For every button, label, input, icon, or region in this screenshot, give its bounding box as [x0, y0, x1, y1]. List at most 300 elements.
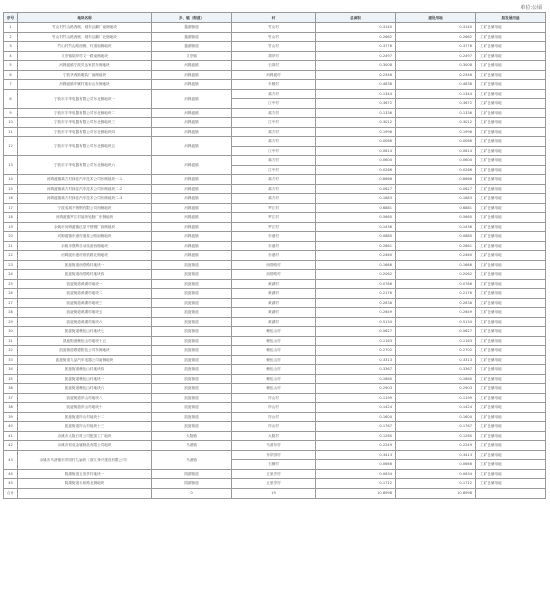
- row-index-cell: 30: [4, 327, 18, 337]
- parcel-name-cell: 河姆渡镇车厩村蜜岩山东侧地块: [18, 80, 152, 90]
- township-cell: 凯旋街道: [152, 289, 232, 299]
- construction-land-cell: 0.1604: [396, 412, 476, 422]
- row-index-cell: 42: [4, 441, 18, 451]
- total-area-cell: 0.4838: [316, 80, 396, 90]
- construction-land-cell: 0.0766: [396, 279, 476, 289]
- row-index-cell: 28: [4, 308, 18, 318]
- table-row: [4, 251, 546, 261]
- row-index-cell: 40: [4, 422, 18, 432]
- village-cell: 大隐村: [232, 431, 316, 441]
- construction-land-cell: 0.2702: [396, 346, 476, 356]
- village-cell: 赖伍山村: [232, 346, 316, 356]
- village-cell: 赖伍山村: [232, 336, 316, 346]
- parcel-name-cell: 河姆渡镇罗江村福荣轮胎厂东侧地块: [18, 213, 152, 223]
- table-row: [4, 175, 546, 185]
- table-row: [4, 51, 546, 61]
- row-index-cell: 4: [4, 51, 18, 61]
- total-township-cell: 0: [152, 488, 232, 498]
- village-cell: 马渚东村: [232, 441, 316, 451]
- total-area-cell: 0.2249: [316, 441, 396, 451]
- total-area-cell: 0.0880: [316, 232, 396, 242]
- total-village-cell: 19: [232, 488, 316, 498]
- table-header-row: [4, 13, 546, 23]
- table-row: [4, 412, 546, 422]
- township-cell: 慈湖街道: [152, 23, 232, 33]
- total-area-cell: 0.3313: [316, 355, 396, 365]
- parcel-name-cell: 凯旋街道岸山村地块十: [18, 403, 152, 413]
- planned-use-cell: 工矿仓储用地: [476, 194, 546, 204]
- table-row: [4, 156, 546, 166]
- total-area-cell: 0.3012: [316, 118, 396, 128]
- parcel-name-cell: 河姆渡镇翁方村绿佳汽车技术公司东侧地块二-2: [18, 184, 152, 194]
- planned-use-cell: 工矿仓储用地: [476, 289, 546, 299]
- table-row: [4, 222, 546, 232]
- header-township: 乡、镇（街道）: [152, 13, 232, 23]
- total-area-cell: 0.1996: [316, 127, 396, 137]
- village-cell: 五里亭村: [232, 469, 316, 479]
- parcel-name-cell: 河姆渡镇东港村港星公路南侧地块: [18, 232, 152, 242]
- total-area-cell: 0.5134: [316, 317, 396, 327]
- header-construction-land: 建设用地: [396, 13, 476, 23]
- parcel-name-cell: 宁波市宇华电器有限公司东北侧地块六: [18, 156, 152, 175]
- header-total-area: 总面积: [316, 13, 396, 23]
- total-area-cell: 0.2649: [316, 308, 396, 318]
- total-area-cell: 0.0634: [316, 469, 396, 479]
- parcel-name-cell: 凯旋街道赖伍山村地块一: [18, 374, 152, 384]
- parcel-name-cell: 竹山村竹山路西侧、村道南侧地块: [18, 42, 152, 52]
- header-index: 序号: [4, 13, 18, 23]
- village-cell: 黄湖村: [232, 308, 316, 318]
- construction-land-cell: 0.0604: [396, 156, 476, 166]
- row-index-cell: 18: [4, 213, 18, 223]
- parcel-name-cell: 余姚市马渚镇东岸园村九扁块（浙江舜兴建设有限公司）: [18, 450, 152, 469]
- parcel-name-cell: 阴湖街道五里亭村地块一: [18, 469, 152, 479]
- parcel-name-cell: 凯旋街道赖伍山村地块四: [18, 365, 152, 375]
- total-area-cell: 0.1683: [316, 194, 396, 204]
- total-row-index-cell: 合计: [4, 488, 18, 498]
- row-index-cell: 45: [4, 479, 18, 489]
- township-cell: 凯旋街道: [152, 384, 232, 394]
- parcel-name-cell: 宁波市宇华电器有限公司东北侧地块四: [18, 127, 152, 137]
- village-cell: 翁方村: [232, 137, 316, 147]
- row-index-cell: 29: [4, 317, 18, 327]
- table-row: [4, 203, 546, 213]
- total-area-cell: 0.6666: [316, 175, 396, 185]
- total-area-cell: 0.5627: [316, 327, 396, 337]
- construction-land-cell: 0.3313: [396, 355, 476, 365]
- total-area-cell: 0.3776: [316, 42, 396, 52]
- table-row: [4, 184, 546, 194]
- parcel-name-cell: 凯旋街道黄湖村地块五: [18, 308, 152, 318]
- parcel-name-cell: 河姆渡镇宁波贝达家居东侧地块: [18, 61, 152, 71]
- planned-use-cell: 工矿仓储用地: [476, 327, 546, 337]
- table-row: [4, 308, 546, 318]
- row-index-cell: 24: [4, 270, 18, 280]
- table-row: [4, 479, 546, 489]
- township-cell: 凯旋街道: [152, 393, 232, 403]
- table-row: [4, 469, 546, 479]
- total-area-cell: 0.5660: [316, 213, 396, 223]
- total-area-cell: 0.1666: [316, 260, 396, 270]
- village-cell: 石横村: [232, 460, 316, 470]
- parcel-name-cell: 凯旋街道黄湖村地块一: [18, 279, 152, 289]
- construction-land-cell: 0.1712: [396, 479, 476, 489]
- township-cell: 凯旋街道: [152, 260, 232, 270]
- table-row: [4, 23, 546, 33]
- table-row: [4, 270, 546, 280]
- construction-land-cell: 0.1666: [396, 260, 476, 270]
- table-row: [4, 365, 546, 375]
- planned-use-cell: 工矿仓储用地: [476, 355, 546, 365]
- township-cell: 河姆渡镇: [152, 70, 232, 80]
- parcel-name-cell: 凯旋街道黄湖村地块六: [18, 317, 152, 327]
- construction-land-cell: 0.0634: [396, 469, 476, 479]
- parcel-name-cell: 余姚市强辉自动设备西侧地块: [18, 241, 152, 251]
- village-cell: 翁方村: [232, 108, 316, 118]
- total-area-cell: 0.1767: [316, 422, 396, 432]
- row-index-cell: 12: [4, 137, 18, 156]
- row-index-cell: 35: [4, 374, 18, 384]
- table-row: [4, 42, 546, 52]
- row-index-cell: 33: [4, 355, 18, 365]
- parcel-name-cell: 凯旋街道赖伍山村地块七: [18, 327, 152, 337]
- construction-land-cell: 0.0880: [396, 232, 476, 242]
- construction-land-cell: 0.1436: [396, 222, 476, 232]
- table-row: [4, 450, 546, 460]
- land-parcel-table: [3, 12, 546, 499]
- construction-land-cell: 0.2497: [396, 51, 476, 61]
- row-index-cell: 15: [4, 184, 18, 194]
- row-index-cell: 6: [4, 70, 18, 80]
- row-index-cell: 21: [4, 241, 18, 251]
- planned-use-cell: 工矿仓储用地: [476, 203, 546, 213]
- parcel-name-cell: 竹山村竹山路西侧、城东汉翻厂北侧地块: [18, 32, 152, 42]
- planned-use-cell: 工矿仓储用地: [476, 479, 546, 489]
- village-cell: 岸山村: [232, 393, 316, 403]
- table-body: [4, 23, 546, 499]
- planned-use-cell: 工矿仓储用地: [476, 393, 546, 403]
- unit-label: 单位:公顷: [520, 5, 542, 11]
- total-area-cell: 0.0266: [316, 165, 396, 175]
- parcel-name-cell: 凯旋街道黄湖村地块三: [18, 298, 152, 308]
- planned-use-cell: 工矿仓储用地: [476, 374, 546, 384]
- township-cell: 义亭镇: [152, 51, 232, 61]
- construction-land-cell: 0.2346: [396, 70, 476, 80]
- table-row: [4, 89, 546, 99]
- township-cell: 河姆渡镇: [152, 203, 232, 213]
- planned-use-cell: 工矿仓储用地: [476, 137, 546, 147]
- planned-use-cell: 工矿仓储用地: [476, 460, 546, 470]
- planned-use-cell: 工矿仓储用地: [476, 108, 546, 118]
- parcel-name-cell: 凯旋街道赖伍山村地块六: [18, 384, 152, 394]
- total-area-cell: 0.1424: [316, 403, 396, 413]
- planned-use-cell: 工矿仓储用地: [476, 308, 546, 318]
- township-cell: 河姆渡镇: [152, 127, 232, 137]
- planned-use-cell: 工矿仓储用地: [476, 61, 546, 71]
- construction-land-cell: 0.1767: [396, 422, 476, 432]
- construction-land-cell: 0.2249: [396, 441, 476, 451]
- row-index-cell: 11: [4, 127, 18, 137]
- township-cell: 阴湖街道: [152, 479, 232, 489]
- construction-land-cell: 0.2460: [396, 251, 476, 261]
- township-cell: 凯旋街道: [152, 336, 232, 346]
- township-cell: 河姆渡镇: [152, 137, 232, 156]
- village-cell: 东港村: [232, 251, 316, 261]
- planned-use-cell: 工矿仓储用地: [476, 441, 546, 451]
- village-cell: 罗江村: [232, 203, 316, 213]
- township-cell: 凯旋街道: [152, 346, 232, 356]
- construction-land-cell: 0.2903: [396, 384, 476, 394]
- village-cell: 罗江村: [232, 222, 316, 232]
- row-index-cell: 25: [4, 279, 18, 289]
- village-cell: 江中村: [232, 99, 316, 109]
- construction-land-cell: 0.1860: [396, 374, 476, 384]
- row-index-cell: 14: [4, 175, 18, 185]
- row-index-cell: 22: [4, 251, 18, 261]
- township-cell: 河姆渡镇: [152, 108, 232, 118]
- table-row: [4, 431, 546, 441]
- row-index-cell: 1: [4, 23, 18, 33]
- village-cell: 竹山村: [232, 23, 316, 33]
- total-area-cell: 0.2062: [316, 270, 396, 280]
- village-cell: 翁方村: [232, 175, 316, 185]
- township-cell: 凯旋街道: [152, 365, 232, 375]
- table-row: [4, 336, 546, 346]
- village-cell: 东岸园村: [232, 450, 316, 460]
- header-planned-use: 拟发展用途: [476, 13, 546, 23]
- total-area-cell: 0.3008: [316, 61, 396, 71]
- village-cell: 江中村: [232, 165, 316, 175]
- planned-use-cell: 工矿仓储用地: [476, 469, 546, 479]
- planned-use-cell: 工矿仓储用地: [476, 450, 546, 460]
- total-area-cell: 0.0766: [316, 279, 396, 289]
- village-cell: 罗江村: [232, 213, 316, 223]
- table-row: [4, 127, 546, 137]
- row-index-cell: 34: [4, 365, 18, 375]
- planned-use-cell: 工矿仓储用地: [476, 279, 546, 289]
- planned-use-cell: 工矿仓储用地: [476, 23, 546, 33]
- total-area-cell: 0.0666: [316, 460, 396, 470]
- table-row: [4, 61, 546, 71]
- village-cell: 西塔路村: [232, 260, 316, 270]
- total-area-cell: 0.0627: [316, 184, 396, 194]
- row-index-cell: 37: [4, 393, 18, 403]
- township-cell: 凯旋街道: [152, 308, 232, 318]
- table-row: [4, 346, 546, 356]
- planned-use-cell: 工矿仓储用地: [476, 156, 546, 166]
- township-cell: 阴湖街道: [152, 469, 232, 479]
- construction-land-cell: 0.1336: [396, 108, 476, 118]
- table-row: [4, 317, 546, 327]
- planned-use-cell: 工矿仓储用地: [476, 118, 546, 128]
- total-area-cell: 0.2497: [316, 51, 396, 61]
- construction-land-cell: 0.2062: [396, 270, 476, 280]
- parcel-name-cell: 宁波华西斯服装厂南侧地块: [18, 70, 152, 80]
- village-cell: 翁方村: [232, 127, 316, 137]
- construction-land-cell: 0.0266: [396, 165, 476, 175]
- village-cell: 赖伍山村: [232, 374, 316, 384]
- township-cell: 河姆渡镇: [152, 156, 232, 175]
- planned-use-cell: 工矿仓储用地: [476, 431, 546, 441]
- parcel-name-cell: 余姚市恒成金属制品有限公司地块: [18, 441, 152, 451]
- planned-use-cell: 工矿仓储用地: [476, 317, 546, 327]
- parcel-name-cell: 余姚市大隐石材公司配加工厂地块: [18, 431, 152, 441]
- planned-use-cell: 工矿仓储用地: [476, 403, 546, 413]
- village-cell: 黄湖村: [232, 317, 316, 327]
- total-area-cell: 0.2460: [316, 251, 396, 261]
- construction-land-cell: 0.1683: [396, 194, 476, 204]
- table-row: [4, 441, 546, 451]
- total-area-cell: 0.0614: [316, 146, 396, 156]
- township-cell: 凯旋街道: [152, 355, 232, 365]
- total-area-cell: 0.2903: [316, 384, 396, 394]
- parcel-name-cell: 河姆渡东港村纸机路北侧地块: [18, 251, 152, 261]
- total-area-cell: 0.3672: [316, 99, 396, 109]
- planned-use-cell: 工矿仓储用地: [476, 89, 546, 99]
- planned-use-cell: 工矿仓储用地: [476, 80, 546, 90]
- village-cell: 河姆渡村: [232, 70, 316, 80]
- parcel-name-cell: 竹山村竹山路西侧、城东汉翻厂南侧地块: [18, 23, 152, 33]
- township-cell: 凯旋街道: [152, 279, 232, 289]
- table-row: [4, 403, 546, 413]
- total-area-cell: 0.1344: [316, 89, 396, 99]
- village-cell: 岸山村: [232, 422, 316, 432]
- village-cell: 五里亭村: [232, 479, 316, 489]
- table-row: [4, 118, 546, 128]
- planned-use-cell: 工矿仓储用地: [476, 213, 546, 223]
- planned-use-cell: 工矿仓储用地: [476, 412, 546, 422]
- township-cell: 河姆渡镇: [152, 194, 232, 204]
- planned-use-cell: 工矿仓储用地: [476, 232, 546, 242]
- table-row: [4, 393, 546, 403]
- row-index-cell: 20: [4, 232, 18, 242]
- township-cell: 凯旋街道: [152, 412, 232, 422]
- construction-land-cell: 0.2176: [396, 289, 476, 299]
- township-cell: 凯旋街道: [152, 327, 232, 337]
- row-index-cell: 5: [4, 61, 18, 71]
- parcel-name-cell: 凯旋街道岸山村地块十三: [18, 422, 152, 432]
- construction-land-cell: 0.4838: [396, 80, 476, 90]
- total-area-cell: 0.2638: [316, 298, 396, 308]
- row-index-cell: 9: [4, 108, 18, 118]
- table-row: [4, 384, 546, 394]
- village-cell: 翁方村: [232, 89, 316, 99]
- township-cell: 河姆渡镇: [152, 118, 232, 128]
- table-row: [4, 80, 546, 90]
- table-row: [4, 355, 546, 365]
- table-row: [4, 232, 546, 242]
- village-cell: 石岗村: [232, 61, 316, 71]
- township-cell: 凯旋街道: [152, 298, 232, 308]
- construction-land-cell: 0.5627: [396, 327, 476, 337]
- planned-use-cell: 工矿仓储用地: [476, 422, 546, 432]
- total-area-cell: 0.1260: [316, 431, 396, 441]
- row-index-cell: 16: [4, 194, 18, 204]
- village-cell: 赖伍山村: [232, 384, 316, 394]
- construction-land-cell: 0.3776: [396, 42, 476, 52]
- construction-land-cell: 0.3672: [396, 99, 476, 109]
- construction-land-cell: 0.2649: [396, 308, 476, 318]
- total-area-cell: 0.1163: [316, 336, 396, 346]
- planned-use-cell: 工矿仓储用地: [476, 260, 546, 270]
- township-cell: 河姆渡镇: [152, 89, 232, 108]
- total-area-cell: 0.2662: [316, 32, 396, 42]
- village-cell: 西塔路村: [232, 270, 316, 280]
- parcel-name-cell: 凯旋街道黄湖村地块二: [18, 289, 152, 299]
- planned-use-cell: 工矿仓储用地: [476, 42, 546, 52]
- row-index-cell: 2: [4, 32, 18, 42]
- row-index-cell: 41: [4, 431, 18, 441]
- planned-use-cell: 工矿仓储用地: [476, 241, 546, 251]
- township-cell: 凯旋街道: [152, 422, 232, 432]
- township-cell: 凯旋街道: [152, 270, 232, 280]
- construction-land-cell: 0.0627: [396, 184, 476, 194]
- planned-use-cell: 工矿仓储用地: [476, 346, 546, 356]
- construction-land-cell: 0.1424: [396, 403, 476, 413]
- row-index-cell: 8: [4, 89, 18, 108]
- row-index-cell: 39: [4, 412, 18, 422]
- row-index-cell: 10: [4, 118, 18, 128]
- table-row: [4, 374, 546, 384]
- construction-land-cell: 0.3140: [396, 23, 476, 33]
- parcel-name-cell: 凯旋街道西塔路村地块四: [18, 270, 152, 280]
- row-index-cell: 23: [4, 260, 18, 270]
- total-area-cell: 0.1436: [316, 222, 396, 232]
- village-cell: 东港村: [232, 241, 316, 251]
- planned-use-cell: 工矿仓储用地: [476, 365, 546, 375]
- village-cell: 竹山村: [232, 42, 316, 52]
- village-cell: 东港村: [232, 232, 316, 242]
- planned-use-cell: 工矿仓储用地: [476, 70, 546, 80]
- planned-use-cell: 工矿仓储用地: [476, 336, 546, 346]
- parcel-name-cell: 凯旋街道歌德阳伍公司东侧地块: [18, 346, 152, 356]
- village-cell: 翁方村: [232, 194, 316, 204]
- total-construction-land-cell: 10.8998: [396, 488, 476, 498]
- table-row: [4, 289, 546, 299]
- total-parcel-name-cell: [18, 488, 152, 498]
- table-row: [4, 213, 546, 223]
- township-cell: 大隐镇: [152, 431, 232, 441]
- planned-use-cell: 工矿仓储用地: [476, 32, 546, 42]
- parcel-name-cell: 凯旋街道赖伍山村地块十五: [18, 336, 152, 346]
- construction-land-cell: 0.0666: [396, 460, 476, 470]
- table-row: [4, 137, 546, 147]
- village-cell: 赖伍山村: [232, 355, 316, 365]
- table-row: [4, 298, 546, 308]
- construction-land-cell: 0.1163: [396, 336, 476, 346]
- row-index-cell: 38: [4, 403, 18, 413]
- total-area-cell: 0.0604: [316, 156, 396, 166]
- row-index-cell: 17: [4, 203, 18, 213]
- row-index-cell: 3: [4, 42, 18, 52]
- total-area-cell: 0.1860: [316, 374, 396, 384]
- header-parcel-name: 地块名称: [18, 13, 152, 23]
- township-cell: 凯旋街道: [152, 374, 232, 384]
- row-index-cell: 44: [4, 469, 18, 479]
- village-cell: 赖伍山村: [232, 327, 316, 337]
- construction-land-cell: 0.1260: [396, 431, 476, 441]
- row-index-cell: 43: [4, 450, 18, 469]
- parcel-name-cell: 宁波成城不锈钢有限公司西侧地块: [18, 203, 152, 213]
- village-cell: 黄湖村: [232, 298, 316, 308]
- total-area-cell: 0.3140: [316, 23, 396, 33]
- row-index-cell: 13: [4, 156, 18, 175]
- total-area-cell: 0.1604: [316, 412, 396, 422]
- village-cell: 岸山村: [232, 412, 316, 422]
- header-village: 村: [232, 13, 316, 23]
- village-cell: 江中村: [232, 118, 316, 128]
- planned-use-cell: 工矿仓储用地: [476, 175, 546, 185]
